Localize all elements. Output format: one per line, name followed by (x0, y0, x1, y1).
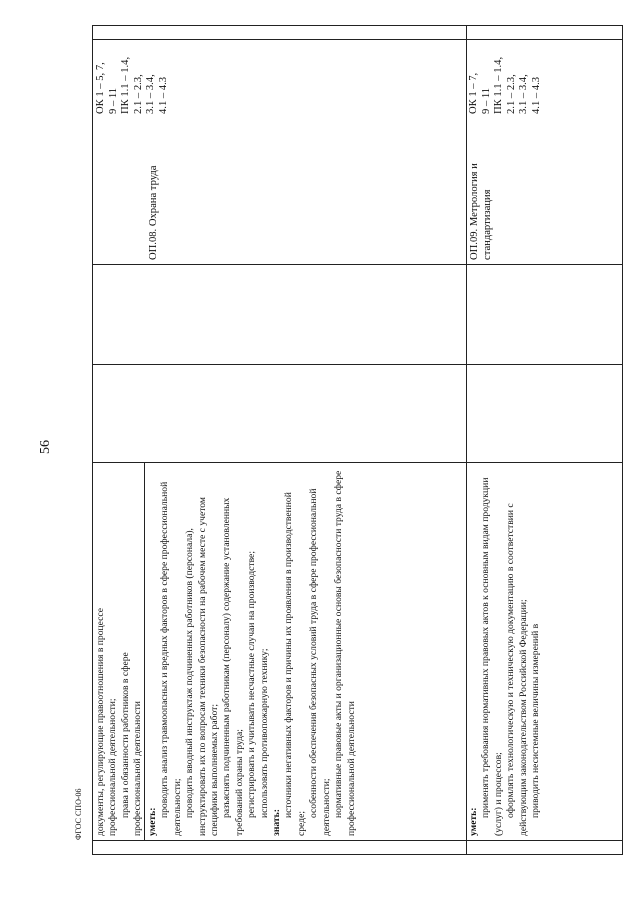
competence-line: ОК 1 – 5, 7, (95, 62, 106, 114)
subject-cell (466, 40, 622, 265)
umet-label: уметь: (147, 807, 158, 836)
skill-item: использовать противопожарную технику; (258, 648, 270, 818)
skill-item: оформлять технологическую и техническую документацию в соответствии с действующим законодательством Российской Федерации; (505, 503, 529, 836)
hours-cell (93, 265, 466, 365)
requirements-top (93, 463, 145, 840)
znat-label: знать: (271, 809, 283, 836)
knowledge-item: нормативные правовые акты и организационные основы безопасности труда в сфере профессиональной деятельности (333, 470, 357, 836)
description-cell (466, 463, 622, 841)
skill-item: применять требования нормативных правовых актов к основным видам продукции (услуг) и процессов; (480, 477, 504, 836)
competence-line: 3.1 – 3.4, (518, 74, 530, 114)
competence-line: ПК 1.1 – 1.4, (493, 56, 505, 114)
skill-item: проводить вводный инструктаж подчиненных работников (персонала), инструктировать их по вопросам техники безопасности на рабочем месте с учетом специфики выполняемых работ; (184, 497, 221, 836)
subject-name: ОП.09. Метрология и стандартизация (469, 163, 493, 260)
subject-name: ОП.08. Охрана труда (148, 165, 159, 260)
page-number: 56 (38, 440, 53, 454)
requirements-skills (145, 463, 463, 840)
text-line: документы, регулирующие правоотношения в процессе (95, 607, 106, 836)
competence-cell (466, 25, 622, 40)
competence-list (468, 42, 544, 114)
competence-line: 9 – 11 (480, 87, 492, 114)
index-cell (466, 841, 622, 855)
discipline-table (92, 25, 622, 855)
skill-item: приводить несистемные величины измерений в (530, 623, 542, 818)
table-row (466, 25, 623, 855)
competence-line: ОК 1 – 7, (468, 72, 479, 114)
index-cell (93, 841, 466, 855)
competence-line: ПК 1.1 – 1.4, (120, 56, 132, 114)
hours-cell (466, 365, 622, 463)
skill-item: разъяснять подчиненным работникам (персоналу) содержание установленных требований охраны труда; (221, 497, 245, 836)
competence-line: 2.1 – 2.3, (505, 74, 517, 114)
text-line: права и обязанности работников в сфере (119, 652, 131, 818)
competence-line: 4.1 – 4.3 (530, 76, 542, 114)
competence-line: 3.1 – 3.4, (145, 74, 157, 114)
footer-code: ФГОС СПО-06 (74, 788, 83, 840)
competence-cell (93, 25, 466, 40)
knowledge-item: источники негативных факторов и причины их проявления в производственной среде; (283, 492, 307, 836)
competence-line: 2.1 – 2.3, (132, 74, 144, 114)
skill-item: регистрировать и учитывать несчастные случаи на производстве; (246, 551, 258, 818)
table-row (92, 25, 467, 855)
competence-list (95, 42, 171, 114)
hours-cell (466, 265, 622, 365)
requirements-skills (466, 463, 544, 840)
knowledge-item: особенности обеспечения безопасных условий труда в сфере профессиональной деятельности; (308, 488, 332, 836)
text-line: профессиональной деятельности; (107, 698, 119, 836)
description-cell (93, 463, 466, 841)
hours-cell (93, 365, 466, 463)
text-line: профессиональной деятельности (132, 701, 144, 836)
subject-cell (93, 40, 466, 265)
skill-item: проводить анализ травмоопасных и вредных факторов в сфере профессиональной деятельности; (159, 481, 183, 836)
competence-line: 4.1 – 4.3 (157, 76, 169, 114)
umet-label: уметь: (468, 807, 479, 836)
competence-line: 9 – 11 (107, 87, 119, 114)
